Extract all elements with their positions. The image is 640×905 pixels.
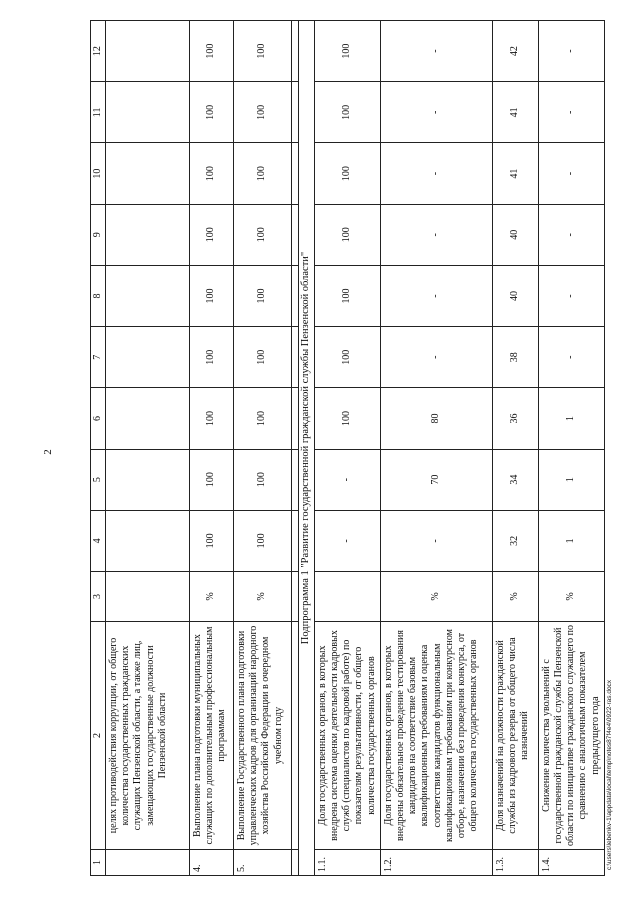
value-cell: -	[538, 82, 604, 143]
value-cell: -	[538, 21, 604, 82]
value-cell	[106, 388, 190, 449]
value-cell: 1	[538, 449, 604, 510]
header-cell: 12	[91, 21, 106, 82]
row-unit	[314, 572, 380, 622]
row-code: 1.2.	[380, 850, 492, 876]
value-cell: 100	[314, 327, 380, 388]
page-number: 2	[42, 449, 54, 455]
header-cell: 3	[91, 572, 106, 622]
value-cell: -	[314, 510, 380, 571]
value-cell: -	[538, 143, 604, 204]
value-cell	[106, 265, 190, 326]
value-cell: 36	[492, 388, 538, 449]
value-cell: 1	[538, 510, 604, 571]
value-cell: 100	[190, 388, 234, 449]
value-cell	[106, 21, 190, 82]
row-code: 4.	[190, 850, 234, 876]
row-unit: %	[492, 572, 538, 622]
row-unit	[106, 572, 190, 622]
spacer-row	[292, 21, 299, 876]
value-cell: -	[380, 204, 492, 265]
value-cell: 100	[190, 143, 234, 204]
header-cell: 11	[91, 82, 106, 143]
value-cell: -	[380, 82, 492, 143]
value-cell: 100	[190, 204, 234, 265]
value-cell: 1	[538, 388, 604, 449]
value-cell: 100	[234, 82, 292, 143]
value-cell: -	[380, 143, 492, 204]
file-path-footer: c:\users\lebenkv-1\appdata\local\temp\notes87f4e4\0922-ras.docx	[606, 679, 613, 870]
header-cell: 9	[91, 204, 106, 265]
header-cell: 8	[91, 265, 106, 326]
row-text: Доля назначений на должности гражданской службы из кадрового резерва от общего числа назначений	[492, 622, 538, 850]
row-unit: %	[234, 572, 292, 622]
value-cell: 100	[314, 204, 380, 265]
row-code: 1.1.	[314, 850, 380, 876]
header-row	[91, 21, 106, 876]
value-cell: -	[380, 327, 492, 388]
value-cell: 100	[314, 265, 380, 326]
value-cell: 41	[492, 82, 538, 143]
value-cell: 100	[314, 388, 380, 449]
value-cell: -	[538, 265, 604, 326]
value-cell: 100	[234, 327, 292, 388]
value-cell: 100	[190, 327, 234, 388]
value-cell: 32	[492, 510, 538, 571]
value-cell: 100	[234, 204, 292, 265]
value-cell: -	[380, 265, 492, 326]
value-cell: 100	[234, 21, 292, 82]
value-cell: 80	[380, 388, 492, 449]
row-text: Выполнение плана подготовки муниципальных служащих по дополнительным профессиональным программам	[190, 622, 234, 850]
value-cell	[106, 327, 190, 388]
row-code: 1.4.	[538, 850, 604, 876]
table-row	[234, 21, 292, 876]
value-cell: 42	[492, 21, 538, 82]
rotated-page	[90, 20, 605, 876]
table-row	[538, 21, 604, 876]
value-cell: 100	[190, 21, 234, 82]
value-cell: 100	[190, 265, 234, 326]
value-cell: 100	[314, 21, 380, 82]
value-cell: 100	[190, 82, 234, 143]
table-row	[190, 21, 234, 876]
value-cell	[106, 143, 190, 204]
value-cell: 34	[492, 449, 538, 510]
value-cell: 70	[380, 449, 492, 510]
header-cell: 5	[91, 449, 106, 510]
value-cell: 100	[314, 143, 380, 204]
value-cell: 100	[190, 510, 234, 571]
row-code	[106, 850, 190, 876]
row-code: 5.	[234, 850, 292, 876]
table-row	[314, 21, 380, 876]
header-cell: 6	[91, 388, 106, 449]
row-unit: %	[190, 572, 234, 622]
header-cell: 7	[91, 327, 106, 388]
row-text: Доля государственных органов, в которых внедрена система оценки деятельности кадровых служб (специалистов по кадровой работе) по показателям результативности, от общего количества государственных органов	[314, 622, 380, 850]
table-row	[380, 21, 492, 876]
value-cell: 38	[492, 327, 538, 388]
header-cell: 10	[91, 143, 106, 204]
value-cell: -	[538, 327, 604, 388]
value-cell: 100	[190, 449, 234, 510]
value-cell	[106, 82, 190, 143]
row-code: 1.3.	[492, 850, 538, 876]
value-cell	[106, 510, 190, 571]
row-text: Снижение количества увольнений с государственной гражданской службы Пензенской области по инициативе гражданского служащего по сравнению с аналогичным показателем предыдущего года	[538, 622, 604, 850]
value-cell: 100	[234, 265, 292, 326]
row-text: целях противодействия коррупции, от общего количества государственных гражданских служащих Пензенской области, а также лиц, замещающих государственные должности Пензенской области	[106, 622, 190, 850]
table-row	[492, 21, 538, 876]
indicators-table	[90, 20, 605, 876]
value-cell	[106, 449, 190, 510]
value-cell: -	[538, 204, 604, 265]
row-unit: %	[380, 572, 492, 622]
row-text: Выполнение Государственного плана подготовки управленческих кадров для организаций народного хозяйства Российской Федерации в очередном учебном году	[234, 622, 292, 850]
table-row	[106, 21, 190, 876]
value-cell: 41	[492, 143, 538, 204]
header-cell: 1	[91, 850, 106, 876]
value-cell: 100	[314, 82, 380, 143]
row-text: Доля государственных органов, в которых внедрены обязательное проведение тестирования кандидатов на соответствие базовым квалификационным требованиям и оценка соответствия кандидатов функциональным квалификационным требованиям при конкурсном отборе, назначении без проведения конкурса, от общего количества государственных органов	[380, 622, 492, 850]
value-cell: 100	[234, 449, 292, 510]
value-cell: -	[380, 21, 492, 82]
header-cell: 2	[91, 622, 106, 850]
subprogram-row	[299, 21, 315, 876]
value-cell: 100	[234, 143, 292, 204]
subprogram-title: Подпрограмма 1 "Развитие государственной гражданской службы Пензенской области"	[299, 21, 315, 876]
header-cell: 4	[91, 510, 106, 571]
value-cell: 100	[234, 510, 292, 571]
value-cell: 100	[234, 388, 292, 449]
value-cell	[106, 204, 190, 265]
value-cell: -	[314, 449, 380, 510]
row-unit: %	[538, 572, 604, 622]
value-cell: 40	[492, 265, 538, 326]
value-cell: -	[380, 510, 492, 571]
value-cell: 40	[492, 204, 538, 265]
